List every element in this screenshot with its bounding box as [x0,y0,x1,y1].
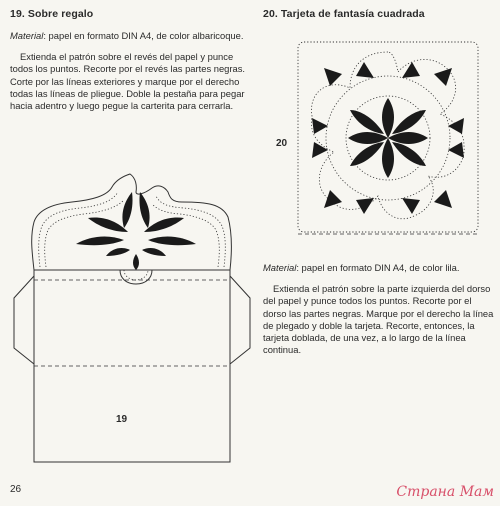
section-20-text [263,262,495,365]
figure-20-number: 20 [276,138,288,149]
section-20-title: 20. Tarjeta de fantasía cuadrada [263,8,425,20]
section-19-instructions: Extienda el patrón sobre el revés del papel y punce todos los puntos. Recorte por el revés las partes negras. Corte por las líneas exteriores y marque por el derecho todas las líneas de pliegue. Doble la pestaña para pegar hacia adentro y luego pegue la carterita para cerrarla. [10,51,246,112]
page-number: 26 [10,484,22,495]
section-19-title: 19. Sobre regalo [10,8,94,20]
material-label: Material [10,30,44,41]
left-column [10,8,258,121]
material-text: : papel en formato DIN A4, de color albaricoque. [43,30,244,41]
section-20-material [263,262,495,274]
figure-19-number: 19 [116,414,128,425]
section-20-instructions: Extienda el patrón sobre la parte izquierda del dorso del papel y punce todos los puntos. Recorte por el dorso las partes negras. Marque por el derecho la línea de plegado y doble la tarjeta. Recorte, entonces, la tarjeta doblada, de una vez, a lo largo de la línea continua. [263,283,494,356]
right-column [263,8,495,30]
square-card-pattern [294,38,484,238]
material-label: Material [263,262,297,273]
watermark: Страна Мам [396,484,494,500]
material-text: : papel en formato DIN A4, de color lila. [296,262,460,273]
envelope-pattern [12,172,264,472]
section-19-material [10,30,258,42]
